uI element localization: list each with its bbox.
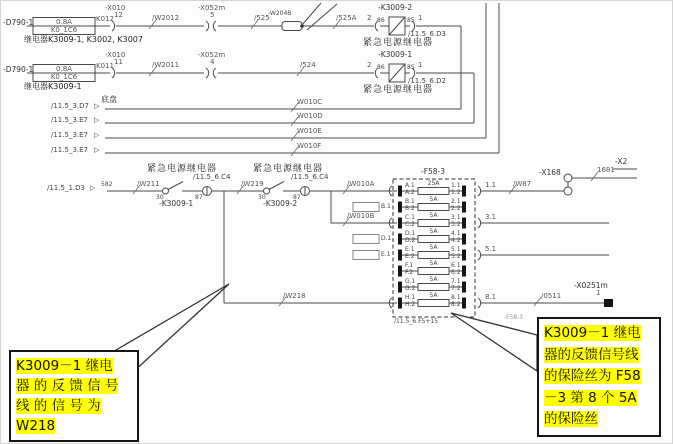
callout-line: W218	[16, 418, 56, 434]
callout-line: 线 的 信 号 为	[16, 398, 101, 414]
fuse-terminal-clamp	[462, 202, 466, 213]
fuse-right-pin: 7.2	[451, 285, 461, 292]
pin-number: 1	[596, 289, 601, 297]
callout-line: 器 的 反 馈 信 号	[16, 378, 119, 394]
fuse-rating: 5A	[429, 243, 438, 251]
fuse-right-pin: 1.1	[451, 181, 461, 189]
fuse-left-pin: F.1	[405, 261, 414, 269]
connector-label: -X052m	[198, 4, 226, 12]
terminal-tag: E.1	[381, 250, 391, 258]
fuse-left-pin: E.1	[405, 245, 415, 253]
fuse-symbol	[418, 220, 449, 227]
pin-number: 12	[114, 11, 123, 19]
callout-right	[537, 317, 661, 437]
fuse-rating: 0.8A	[56, 64, 72, 73]
fuse-output-label: 3.1	[485, 212, 497, 221]
fuse-right-pin: 3.2	[451, 221, 461, 228]
shield-component	[282, 22, 302, 31]
sheet-ref: /11.5_6.D3	[408, 30, 446, 38]
right-output-wires	[481, 166, 637, 303]
contact-pin: 30	[156, 194, 164, 201]
wire-label: W010D	[297, 112, 323, 120]
fuse-terminal-clamp	[398, 282, 402, 293]
callout-pointers	[111, 284, 537, 373]
fuse-rating: 5A	[429, 195, 438, 203]
fuse-left-pin: B.2	[405, 205, 415, 212]
relay-caption: 紧急电源继电器	[363, 38, 434, 48]
sheet-ref-arrow-icon: ▷	[94, 102, 100, 110]
pin-number: 2	[367, 14, 372, 22]
contact-pin: 30	[258, 194, 266, 201]
wire-label: /W2011	[152, 61, 180, 69]
wire-label: /W87	[513, 180, 532, 188]
coil-label: -K3009-1	[378, 50, 413, 59]
pin-number: 2	[367, 61, 372, 69]
contact-label: -K3009-1	[159, 199, 194, 208]
sheet-ref: /11.5_6.C4	[193, 173, 231, 181]
sheet-ref: /11.5_3.E7	[51, 146, 88, 154]
fuse-terminal-clamp	[398, 298, 402, 309]
fuse-rating: 5A	[429, 227, 438, 235]
fuse-rating: 5A	[429, 259, 438, 267]
chassis-tag: 底盘	[101, 95, 117, 104]
wire-label: /W211	[137, 180, 160, 188]
terminal-tag-box	[353, 251, 379, 260]
sheet-ref-arrow-icon: ▷	[94, 131, 100, 139]
fuse-right-pin: 6.2	[451, 269, 461, 276]
fuse-symbol	[418, 188, 449, 195]
fuse-right-pin: 2.2	[451, 205, 461, 212]
terminal-label: -X0251m	[574, 281, 608, 290]
wire-label: W010C	[297, 98, 323, 106]
connector-label: -X052m	[198, 51, 226, 59]
callout-line: 的保险丝为 F58	[544, 368, 641, 384]
fuse-output-label: 5.1	[485, 244, 497, 253]
fuse-left-pin: D.2	[405, 237, 416, 244]
fuse-left-pin: D.1	[405, 229, 416, 237]
fuse-rating: 5A	[429, 275, 438, 283]
fuse-right-pin: 7.1	[451, 277, 461, 285]
fuse-terminal-clamp	[462, 234, 466, 245]
wire-label: /W218	[283, 292, 306, 300]
sheet-ref: /11.5_6.D2	[408, 77, 446, 85]
fuse-left-pin: H.1	[405, 293, 416, 301]
shield-label: -W204B	[268, 10, 292, 17]
fuse-symbol	[418, 204, 449, 211]
fuse-left-pin: A.1	[405, 181, 415, 189]
pin-number: 1	[418, 14, 423, 22]
relay-caption: 紧急电源继电器	[147, 164, 218, 174]
fuse-terminal-clamp	[462, 186, 466, 197]
wire-label: /524	[300, 61, 316, 69]
terminal-x0251m	[604, 299, 613, 307]
connector-label: -X010	[105, 4, 126, 12]
fuse-rating: 0.8A	[56, 17, 72, 26]
pin-number: 11	[114, 58, 123, 66]
sheet-ref: /11.5_6.C4	[291, 173, 329, 181]
fuse-left-pin: H.2	[405, 301, 416, 308]
callout-left	[9, 350, 139, 442]
junction-pin: 87	[195, 194, 203, 201]
fuse-rating: 5A	[429, 291, 438, 299]
fuse-right-pin: 3.1	[451, 213, 461, 221]
fuse-terminal-clamp	[398, 202, 402, 213]
callout-line: －3 第 8 个 5A	[544, 389, 637, 406]
fuse-right-pin: 5.2	[451, 253, 461, 260]
fuse-left-pin: F.2	[405, 269, 414, 276]
relay-caption: 紧急电源继电器	[363, 85, 434, 95]
fuse-symbol	[418, 268, 449, 275]
fuse-terminal-clamp	[462, 218, 466, 229]
junction-pin: 87	[293, 194, 301, 201]
pin-number: 582	[101, 181, 113, 188]
contact-label: -K3009-2	[263, 199, 298, 208]
fuse-left-pin: B.1	[405, 197, 415, 205]
fuse-output-label: 8.1	[485, 292, 497, 301]
wire-label: /0511	[541, 292, 562, 300]
fuse-block-side-ref: -F58.3	[504, 314, 523, 321]
coil-pin: 85	[407, 64, 415, 71]
fuse-terminal-clamp	[462, 266, 466, 277]
sheet-ref-arrow-icon: ▷	[94, 146, 100, 154]
terminal-tag: D.1	[381, 234, 392, 242]
terminal-tag: B.1	[381, 202, 391, 210]
sheet-ref: /11.5_6.F5+15	[394, 318, 439, 325]
callout-line: 器的反馈信号线	[544, 346, 639, 363]
fuse-rating: 5A	[429, 211, 438, 219]
wire-label: /W219	[241, 180, 264, 188]
wire-label: /W2012	[152, 14, 180, 22]
callout-line: K3009－1 继电	[16, 358, 113, 374]
relay-caption: 紧急电源继电器	[253, 164, 324, 174]
fuse-terminal-clamp	[462, 282, 466, 293]
fuse-code: K0_1C6	[50, 25, 78, 34]
connector-label: -X010	[105, 51, 126, 59]
fuse-symbol	[418, 252, 449, 259]
terminal-tag-box	[353, 203, 379, 212]
fuse-terminal-clamp	[398, 250, 402, 261]
pin-number: 1	[418, 61, 423, 69]
fuse-terminal-clamp	[398, 266, 402, 277]
fuse-right-pin: 2.1	[451, 197, 461, 205]
connector-x168-lower	[564, 187, 572, 195]
sheet-ref-arrow-icon: ▷	[94, 116, 100, 124]
fuse-rating: 25A	[427, 179, 440, 187]
pin-number: 4	[210, 58, 215, 66]
fuse-left-pin: C.2	[405, 221, 415, 228]
coil-pin: 86	[377, 64, 385, 71]
callout-line: 的保险丝	[544, 411, 598, 427]
wire-label: K011	[96, 62, 114, 70]
sheet-ref: /11.5_1.D3	[47, 184, 85, 192]
fuse-block-label: -F58-3	[421, 167, 446, 176]
sheet-ref-arrow-icon: ▷	[90, 184, 96, 192]
fuse-right-pin: 8.1	[451, 293, 461, 301]
fuse-symbol	[418, 284, 449, 291]
sheet-ref: /11.5_3.E7	[51, 131, 88, 139]
fuse-right-pin: 8.2	[451, 301, 461, 308]
fuse-right-pin: 1.2	[451, 189, 461, 196]
wire-label: W010E	[297, 127, 322, 135]
fuse-output-label: 1.1	[485, 180, 497, 189]
wire-label: /525	[254, 14, 270, 22]
coil-pin: 86	[377, 17, 385, 24]
fuse-terminal-clamp	[398, 234, 402, 245]
fuse-right-pin: 4.1	[451, 229, 461, 237]
callout-right-pointer	[451, 313, 537, 371]
relay-caption: 继电器K3009-1	[24, 82, 82, 91]
connector-label: -X168	[539, 168, 561, 177]
main-line	[107, 182, 397, 309]
wire-label: /W010A	[347, 180, 375, 188]
wire-label: W010F	[297, 142, 322, 150]
wire-label: K012	[96, 15, 114, 23]
fuse-right-pin: 4.2	[451, 237, 461, 244]
junction-dot	[300, 24, 304, 28]
fuse-left-pin: C.1	[405, 213, 415, 221]
fuse-terminal-clamp	[398, 186, 402, 197]
fuse-symbol	[418, 300, 449, 307]
relay-caption: 继电器K3009-1, K3002, K3007	[24, 35, 143, 44]
fuse-terminal-clamp	[398, 218, 402, 229]
pin-number: 5	[210, 11, 215, 19]
terminal-tag-box	[353, 235, 379, 244]
fuse-code: K0_1C6	[50, 72, 78, 81]
coil-label: -K3009-2	[378, 3, 413, 12]
sheet-ref: /11.5_3.E7	[51, 116, 88, 124]
wire-label: /W010B	[347, 212, 375, 220]
wire-label: 1681	[597, 166, 615, 174]
fuse-left-pin: E.2	[405, 253, 415, 260]
fuse-right-pin: 6.1	[451, 261, 461, 269]
sheet-ref: /11.5_3.D7	[51, 102, 89, 110]
fuse-left-pin: G.1	[405, 277, 416, 285]
device-label: -D790-1	[3, 18, 34, 27]
terminal-label: -X2	[615, 157, 628, 166]
fuse-right-pin: 5.1	[451, 245, 461, 253]
fuse-left-pin: G.2	[405, 285, 416, 292]
connector-x168-upper	[564, 174, 572, 182]
coil-pin: 85	[407, 17, 415, 24]
callout-line: K3009－1 继电	[544, 325, 641, 341]
fuse-terminal-clamp	[462, 250, 466, 261]
fuse-terminal-clamp	[462, 298, 466, 309]
fuse-left-pin: A.2	[405, 189, 415, 196]
fuse-symbol	[418, 236, 449, 243]
device-label: -D790-1	[3, 65, 34, 74]
wire-label: /525A	[336, 14, 357, 22]
